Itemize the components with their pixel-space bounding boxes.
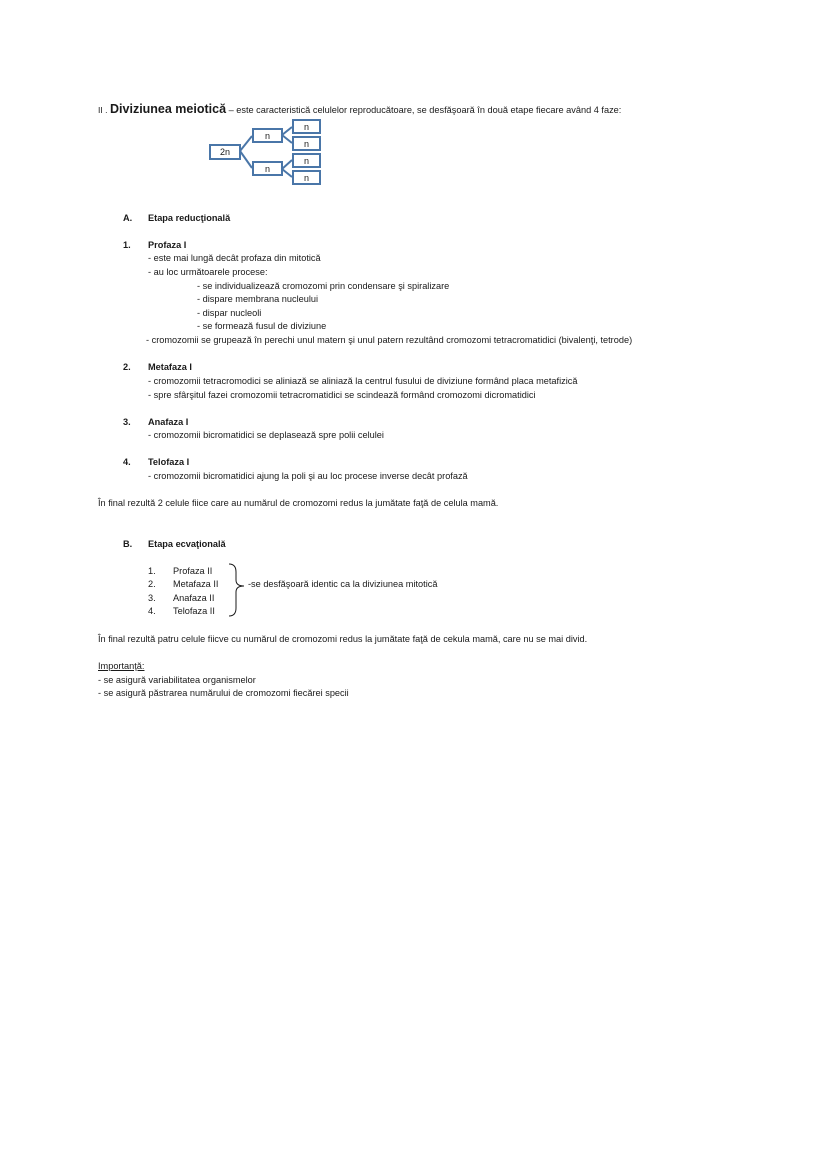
section-b-title: Etapa ecvaţională: [148, 539, 226, 549]
phase-line: - cromozomii se grupează în perechi unul matern şi unul patern rezultând cromozomi tetracromatidici (bivalenţi, tetrode): [146, 335, 633, 345]
section-a-title: Etapa reducţională: [148, 213, 231, 223]
phase-title: Profaza I: [148, 240, 187, 250]
list-item-number: 4.: [148, 606, 156, 616]
phase-subline: - se formează fusul de diviziune: [197, 321, 327, 331]
list-item: Anafaza II: [173, 593, 215, 603]
phase-line: - au loc următoarele procese:: [148, 267, 268, 277]
diagram-leaf-node: n: [292, 153, 321, 168]
phase-subline: - dispar nucleoli: [197, 308, 262, 318]
list-item: Metafaza II: [173, 579, 219, 589]
diagram-mid-node: n: [252, 128, 283, 143]
diagram-leaf-node: n: [292, 119, 321, 134]
diagram-leaf-node: n: [292, 170, 321, 185]
phase-title: Anafaza I: [148, 417, 189, 427]
phase-line: - cromozomii bicromatidici ajung la poli şi au loc procese inverse decât profază: [148, 471, 468, 481]
brace-note: -se desfăşoară identic ca la diviziunea mitotică: [248, 579, 438, 589]
phase-title: Metafaza I: [148, 362, 192, 372]
phase-subline: - se individualizează cromozomi prin condensare şi spiralizare: [197, 281, 450, 291]
list-item-number: 1.: [148, 566, 156, 576]
diagram-root-node: 2n: [209, 144, 241, 160]
phase-line: - este mai lungă decât profaza din mitotică: [148, 253, 321, 263]
phase-number: 3.: [123, 417, 131, 427]
phase-subline: - dispare membrana nucleului: [197, 294, 319, 304]
section-roman-numeral: II .: [98, 105, 108, 115]
phase-title: Telofaza I: [148, 457, 190, 467]
diagram-leaf-node: n: [292, 136, 321, 151]
section-intro: – este caracteristică celulelor reproducătoare, se desfăşoară în două etape fiecare având 4 faze:: [228, 105, 622, 115]
section-a-letter: A.: [123, 213, 133, 223]
list-item-number: 3.: [148, 593, 156, 603]
section-b-conclusion: În final rezultă patru celule fiicve cu numărul de cromozomi redus la jumătate faţă de cekula mamă, care nu se mai divid.: [98, 634, 588, 644]
section-title: Diviziunea meiotică: [110, 102, 227, 116]
list-item: Profaza II: [173, 566, 213, 576]
phase-number: 2.: [123, 362, 131, 372]
importance-line: - se asigură păstrarea numărului de cromozomi fiecărei specii: [98, 688, 349, 698]
diagram-mid-node: n: [252, 161, 283, 176]
importance-line: - se asigură variabilitatea organismelor: [98, 675, 256, 685]
phase-number: 4.: [123, 457, 131, 467]
list-item-number: 2.: [148, 579, 156, 589]
phase-line: - cromozomii tetracromodici se aliniază se aliniază la centrul fusului de diviziune formând placa metafizică: [148, 376, 578, 386]
list-item: Telofaza II: [173, 606, 215, 616]
section-b-letter: B.: [123, 539, 133, 549]
phase-number: 1.: [123, 240, 131, 250]
phase-line: - spre sfârşitul fazei cromozomii tetracromatidici se scindează formând cromozomi dicromatidici: [148, 390, 536, 400]
section-a-conclusion: În final rezultă 2 celule fiice care au numărul de cromozomi redus la jumătate faţă de celula mamă.: [98, 498, 499, 508]
phase-line: - cromozomii bicromatidici se deplasează spre polii celulei: [148, 430, 384, 440]
importance-title: Importanţă:: [98, 661, 145, 671]
